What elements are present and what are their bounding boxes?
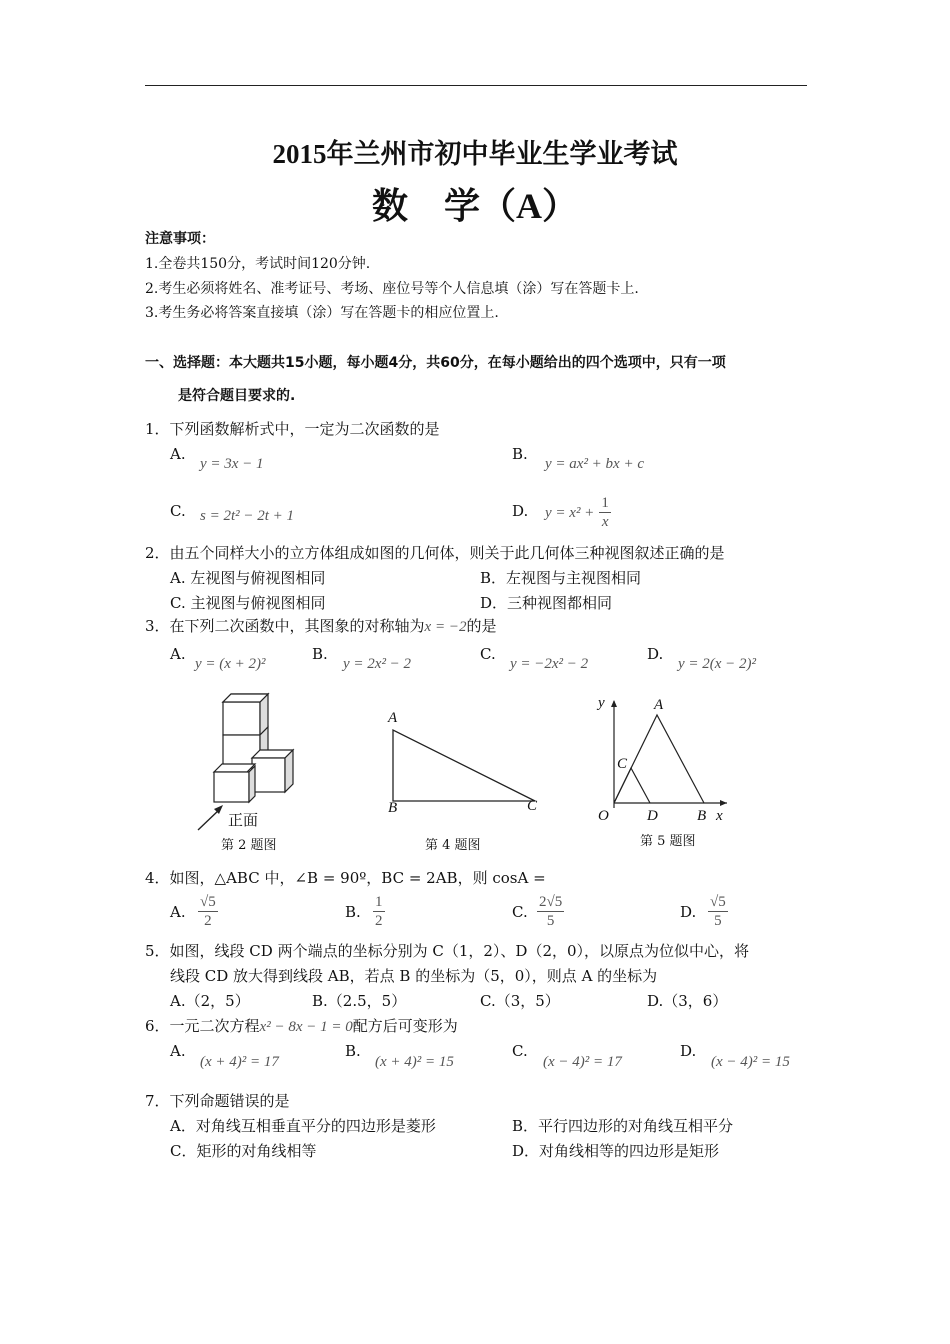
q1-label-d: D. bbox=[512, 502, 529, 520]
q1-label-a: A. bbox=[170, 445, 186, 463]
q1-option-c: s = 2t² − 2t + 1 bbox=[200, 508, 295, 524]
front-arrow bbox=[198, 809, 220, 830]
q6-label-a: A. bbox=[170, 1042, 186, 1060]
q4-d-den: 5 bbox=[714, 913, 722, 929]
q5-option-b: B.（2.5，5） bbox=[312, 992, 407, 1010]
q5-option-d: D.（3，6） bbox=[647, 992, 728, 1010]
q4-label-c: C. bbox=[512, 903, 528, 921]
q7-option-b: B．平行四边形的对角线互相平分 bbox=[512, 1117, 734, 1135]
fig4-label-c: C bbox=[527, 798, 538, 814]
q3-option-a: y = (x + 2)² bbox=[195, 656, 266, 672]
q6-label-b: B. bbox=[345, 1042, 361, 1060]
q4-label-b: B. bbox=[345, 903, 361, 921]
q6-label-c: C. bbox=[512, 1042, 528, 1060]
q7-stem: 7．下列命题错误的是 bbox=[145, 1092, 290, 1110]
q4-b-num: 1 bbox=[375, 894, 383, 910]
q1-option-d-fraction bbox=[599, 494, 611, 531]
y-arrow-icon bbox=[611, 700, 617, 707]
q5-line1: 5．如图，线段 CD 两个端点的坐标分别为 C（1，2）、D（2，0），以原点为位似中心，将 bbox=[145, 942, 750, 960]
q2-option-b: B．左视图与主视图相同 bbox=[480, 569, 642, 587]
notice-item-2: 2.考生必须将姓名、准考证号、考场、座位号等个人信息填（涂）写在答题卡上. bbox=[145, 281, 639, 297]
fig5-label-a: A bbox=[654, 697, 664, 713]
q3-option-d: y = 2(x − 2)² bbox=[678, 656, 757, 672]
section1-heading-line2: 是符合题目要求的. bbox=[178, 388, 296, 404]
q4-b-den: 2 bbox=[375, 913, 383, 929]
exam-subtitle: 数 学（A） bbox=[372, 186, 578, 226]
q4-a-num: √5 bbox=[200, 894, 216, 910]
exam-title: 2015年兰州市初中毕业生学业考试 bbox=[272, 139, 678, 169]
q4-option-d bbox=[708, 893, 728, 930]
figure-5-coordinate bbox=[595, 698, 735, 813]
q3-label-c: C. bbox=[480, 645, 496, 663]
q6-stem bbox=[145, 1015, 458, 1036]
q6-option-b: (x + 4)² = 15 bbox=[375, 1054, 454, 1070]
fig5-label-c: C bbox=[617, 756, 628, 772]
q4-d-num: √5 bbox=[710, 894, 726, 910]
fig2-caption: 第 2 题图 bbox=[221, 838, 277, 853]
q2-option-c: C. 主视图与俯视图相同 bbox=[170, 594, 326, 612]
q7-option-a: A．对角线互相垂直平分的四边形是菱形 bbox=[170, 1117, 436, 1135]
fig5-caption: 第 5 题图 bbox=[640, 834, 696, 849]
q3-option-c: y = −2x² − 2 bbox=[510, 656, 589, 672]
x-arrow-icon bbox=[720, 800, 727, 806]
q4-c-num: 2√5 bbox=[539, 894, 563, 910]
q3-option-b: y = 2x² − 2 bbox=[343, 656, 412, 672]
notice-heading: 注意事项： bbox=[145, 231, 215, 247]
q4-option-c bbox=[537, 893, 564, 930]
q3-label-d: D. bbox=[647, 645, 664, 663]
q2-option-d: D．三种视图都相同 bbox=[480, 594, 613, 612]
q1-option-d bbox=[545, 494, 611, 531]
notice-item-3: 3.考生务必将答案直接填（涂）写在答题卡的相应位置上. bbox=[145, 305, 499, 321]
q6-label-d: D. bbox=[680, 1042, 697, 1060]
q6-stem-post: 配方后可变形为 bbox=[352, 1017, 458, 1035]
q3-stem-post: 的是 bbox=[466, 617, 497, 635]
fig4-caption: 第 4 题图 bbox=[425, 838, 481, 853]
q3-stem bbox=[145, 615, 496, 636]
fig4-label-b: B bbox=[388, 800, 398, 816]
q1-option-b: y = ax² + bx + c bbox=[545, 456, 644, 472]
q2-stem: 2．由五个同样大小的立方体组成如图的几何体，则关于此几何体三种视图叙述正确的是 bbox=[145, 544, 725, 562]
q1-d-denominator: x bbox=[601, 514, 609, 530]
q6-option-c: (x − 4)² = 17 bbox=[543, 1054, 622, 1070]
q1-label-b: B. bbox=[512, 445, 528, 463]
q4-label-a: A. bbox=[170, 903, 186, 921]
q7-option-d: D．对角线相等的四边形是矩形 bbox=[512, 1142, 720, 1160]
q2-option-a: A. 左视图与俯视图相同 bbox=[170, 569, 326, 587]
notice-item-1: 1.全卷共150分，考试时间120分钟. bbox=[145, 256, 371, 272]
q4-label-d: D. bbox=[680, 903, 697, 921]
q3-stem-pre: 3．在下列二次函数中，其图象的对称轴为 bbox=[145, 617, 425, 635]
q3-label-a: A. bbox=[170, 645, 186, 663]
q3-stem-math: x = −2 bbox=[424, 619, 467, 635]
q6-stem-pre: 6．一元二次方程 bbox=[145, 1017, 260, 1035]
fig2-front-label: 正面 bbox=[228, 811, 259, 829]
q6-option-d: (x − 4)² = 15 bbox=[711, 1054, 790, 1070]
fig4-label-a: A bbox=[388, 710, 398, 726]
top-rule bbox=[145, 85, 807, 86]
q4-c-den: 5 bbox=[546, 913, 555, 929]
q1-option-d-expr: y = x² + bbox=[545, 505, 595, 521]
q1-d-numerator: 1 bbox=[601, 495, 609, 511]
fig5-label-b: B bbox=[697, 808, 707, 824]
q1-stem: 1．下列函数解析式中，一定为二次函数的是 bbox=[145, 420, 440, 438]
fig5-label-y: y bbox=[598, 695, 605, 711]
q4-option-a bbox=[198, 893, 218, 930]
q6-stem-math: x² − 8x − 1 = 0 bbox=[259, 1019, 353, 1035]
fig5-label-x: x bbox=[716, 808, 723, 824]
q7-option-c: C．矩形的对角线相等 bbox=[170, 1142, 317, 1160]
figure-4-triangle bbox=[385, 720, 545, 810]
q1-label-c: C. bbox=[170, 502, 186, 520]
fig5-label-d: D bbox=[647, 808, 658, 824]
q1-option-a: y = 3x − 1 bbox=[200, 456, 264, 472]
q4-stem: 4．如图，△ABC 中，∠B = 90º，BC = 2AB，则 cosA = bbox=[145, 869, 546, 887]
section1-heading-line1: 一、选择题：本大题共15小题，每小题4分，共60分，在每小题给出的四个选项中，只有一项 bbox=[145, 355, 726, 371]
q5-line2: 线段 CD 放大得到线段 AB，若点 B 的坐标为（5，0），则点 A 的坐标为 bbox=[170, 967, 658, 985]
q3-label-b: B. bbox=[312, 645, 328, 663]
q6-option-a: (x + 4)² = 17 bbox=[200, 1054, 279, 1070]
fig5-label-o: O bbox=[598, 808, 609, 824]
q4-a-den: 2 bbox=[204, 913, 212, 929]
q4-option-b bbox=[373, 893, 385, 930]
q5-option-a: A.（2，5） bbox=[170, 992, 250, 1010]
q5-option-c: C.（3，5） bbox=[480, 992, 560, 1010]
